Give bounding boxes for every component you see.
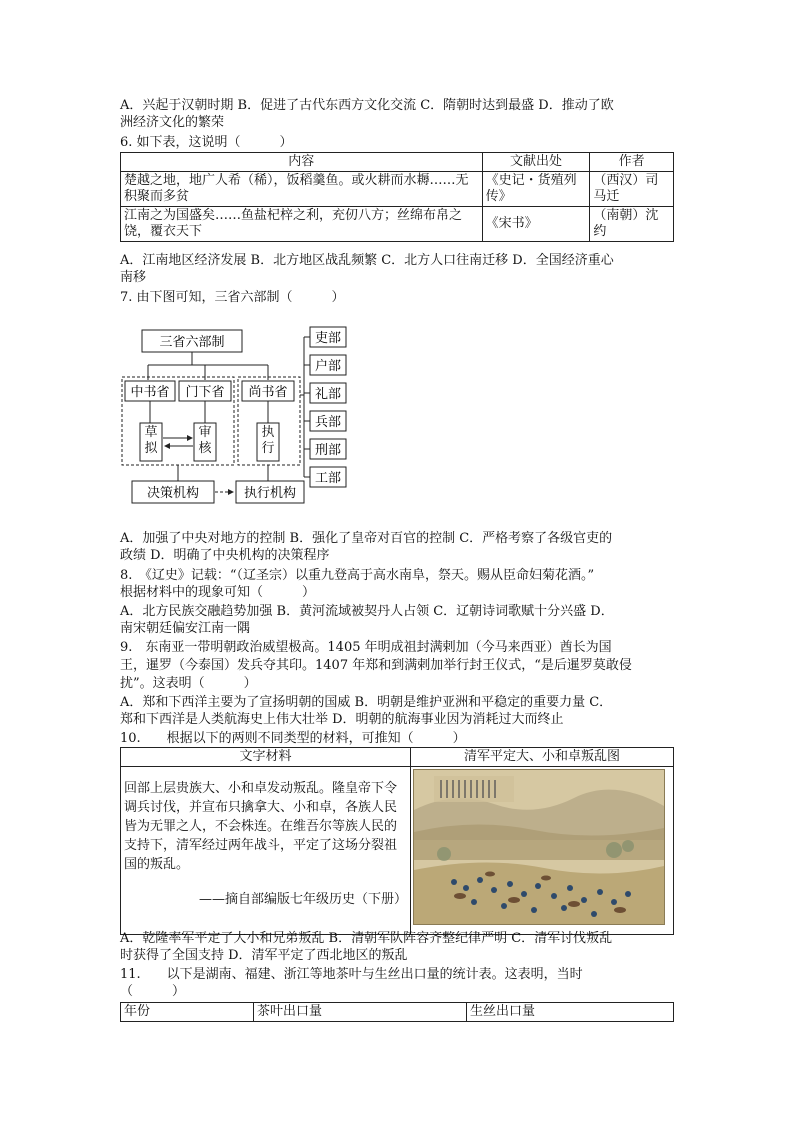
zhixing-text: 执行: [261, 425, 275, 456]
q10-stem: 10. 根据以下的两则不同类型的材料，可推知（ ）: [120, 731, 466, 746]
q10-image-cell: [411, 767, 674, 935]
q6-row2-content: 江南之为国盛矣……鱼盐杞梓之利，充仞八方；丝绵布帛之饶，覆衣天下: [121, 207, 483, 242]
q6-table-header: [121, 153, 674, 172]
q6-row1-content: 楚越之地，地广人希（稀），饭稻羹鱼。或火耕而水耨……无积聚而多贫: [121, 172, 483, 207]
ministry-6: 工部: [314, 471, 342, 486]
q6-row2-source: 《宋书》: [482, 207, 590, 242]
q10-options-line1: A．乾隆率军平定了大小和兄弟叛乱 B．清朝军队阵容齐整纪律严明 C．清军讨伐叛乱: [120, 931, 613, 946]
q7-options-line2: 政绩 D．明确了中央机构的决策程序: [120, 548, 330, 563]
ministry-3: 礼部: [314, 387, 342, 402]
q11-header-silk: 生丝出口量: [467, 1003, 674, 1022]
q6-row1-source: 《史记・货殖列传》: [482, 172, 590, 207]
q10-text-cell: [121, 767, 411, 935]
shenhe-text: 审核: [198, 425, 212, 456]
q10-table: [120, 747, 674, 935]
q9-options-line1: A．郑和下西洋主要为了宣扬明朝的国威 B．明朝是维护亚洲和平稳定的重要力量 C．: [120, 695, 613, 710]
menxia-label: 门下省: [185, 385, 225, 400]
q6-header-source: 文献出处: [482, 153, 590, 172]
three-departments-diagram: [120, 325, 360, 505]
caoni-text: 草拟: [144, 425, 158, 456]
q8-stem-line2: 根据材料中的现象可知（ ）: [120, 585, 316, 600]
q8-options-line2: 南宋朝廷偏安江南一隅: [120, 621, 251, 636]
q6-options-line1: A．江南地区经济发展 B．北方地区战乱频繁 C．北方人口往南迁移 D．全国经济重心: [120, 253, 614, 268]
q11-table-header: [121, 1003, 674, 1022]
q9-stem-line3: 扰”。这表明（ ）: [120, 676, 257, 691]
q9-stem-line1: 9. 东南亚一带明朝政治威望极高。1405 年明成祖封满剌加（今马来西亚）酋长为国: [120, 640, 612, 655]
q8-options-line1: A．北方民族交融趋势加强 B．黄河流域被契丹人占领 C．辽朝诗词歌赋十分兴盛 D．: [120, 604, 614, 619]
q7-options-line1: A．加强了中央对地方的控制 B．强化了皇帝对百官的控制 C．严格考察了各级官吏的: [120, 531, 613, 546]
q10-header-image: 清军平定大、小和卓叛乱图: [411, 748, 674, 767]
q6-stem: 6. 如下表，这说明（ ）: [120, 135, 293, 150]
q6-header-content: 内容: [121, 153, 483, 172]
q6-options-line2: 南移: [120, 270, 147, 285]
table-row: [121, 172, 674, 207]
q7-stem: 7. 由下图可知，三省六部制（ ）: [120, 290, 345, 305]
ministry-1: 吏部: [314, 331, 342, 346]
ministry-2: 户部: [314, 359, 342, 374]
shangshu-label: 尚书省: [248, 385, 288, 400]
q6-row1-author: （西汉）司马迁: [590, 172, 674, 207]
q11-stem-line1: 11. 以下是湖南、福建、浙江等地茶叶与生丝出口量的统计表。这表明，当时: [120, 967, 583, 982]
battle-painting-image: [413, 769, 665, 925]
q10-header-text: 文字材料: [121, 748, 411, 767]
ministry-4: 兵部: [314, 415, 342, 430]
zhongshu-label: 中书省: [130, 385, 170, 400]
q11-table: [120, 1002, 674, 1022]
q11-header-tea: 茶叶出口量: [254, 1003, 467, 1022]
q6-table: [120, 152, 674, 242]
table-row: [121, 207, 674, 242]
diagram-title: 三省六部制: [159, 335, 225, 350]
q10-options-line2: 时获得了全国支持 D．清军平定了西北地区的叛乱: [120, 948, 408, 963]
q8-stem-line1: 8. 《辽史》记载：“（辽圣宗）以重九登高于高水南阜，祭天。赐从臣命妇菊花酒。”: [120, 568, 595, 583]
painting-svg: [414, 770, 664, 924]
q6-header-author: 作者: [590, 153, 674, 172]
q10-table-header: [121, 748, 674, 767]
q5-options-line2: 洲经济文化的繁荣: [120, 115, 225, 130]
q10-source: ——摘自部编版七年级历史（下册）: [199, 892, 408, 907]
q9-options-line2: 郑和下西洋是人类航海史上伟大壮举 D．明朝的航海事业因为消耗过大而终止: [120, 712, 564, 727]
q5-options-line1: A．兴起于汉朝时期 B．促进了古代东西方文化交流 C．隋朝时达到最盛 D．推动了欧: [120, 98, 614, 113]
ministry-5: 刑部: [314, 443, 342, 458]
q11-stem-line2: （ ）: [120, 984, 186, 999]
juece-label: 决策机构: [146, 486, 200, 501]
q9-stem-line2: 王，暹罗（今泰国）发兵夺其印。1407 年郑和到满剌加举行封王仪式，“是后暹罗莫敢侵: [120, 658, 632, 673]
q11-header-year: 年份: [121, 1003, 254, 1022]
table-row: [121, 767, 674, 935]
zhixing-jigou-label: 执行机构: [243, 486, 297, 501]
q6-row2-author: （南朝）沈约: [590, 207, 674, 242]
q10-text: 回部上层贵族大、小和卓发动叛乱。隆皇帝下令调兵讨伐，并宣布只擒拿大、小和卓，各族人民皆为无罪之人，不会株连。在维吾尔等族人民的支持下，清军经过两年战斗，平定了这场分裂祖国的叛乱。: [124, 781, 398, 872]
